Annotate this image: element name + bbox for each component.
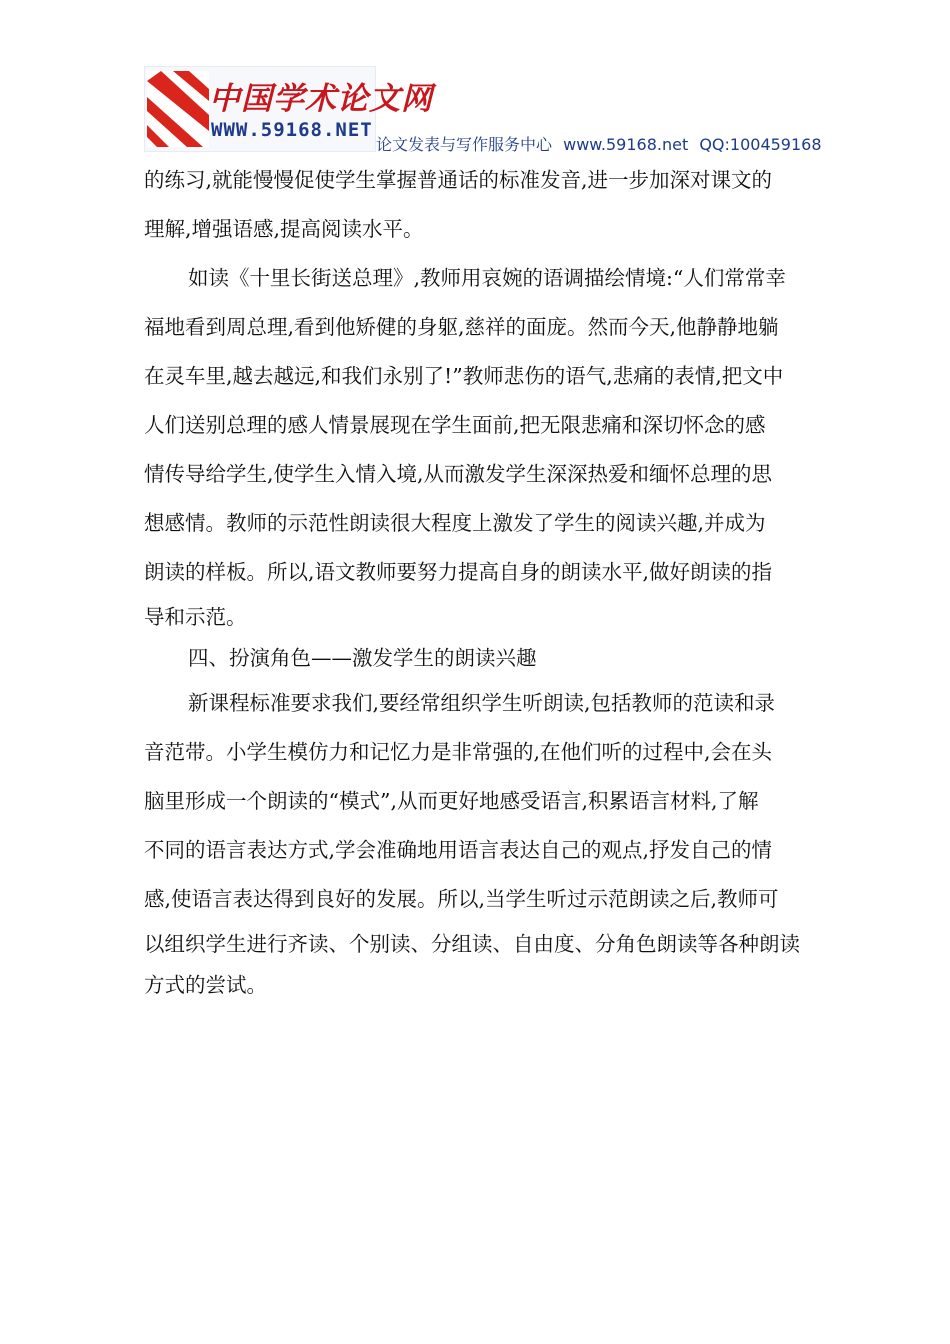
- tagline-site-link[interactable]: www.59168.net: [563, 135, 689, 154]
- text-line: 导和示范。: [144, 605, 247, 629]
- article-body: [144, 156, 834, 1006]
- text-line: 理解,增强语感,提高阅读水平。: [144, 217, 424, 241]
- logo-chinese-text: 中国学术论文网: [209, 81, 433, 117]
- section-heading: 四、扮演角色——激发学生的朗读兴趣: [188, 646, 537, 670]
- text-line: 脑里形成一个朗读的“模式”,从而更好地感受语言,积累语言材料,了解: [144, 789, 759, 813]
- tagline-service: 论文发表与写作服务中心: [376, 135, 553, 154]
- text-line: 情传导给学生,使学生入情入境,从而激发学生深深热爱和缅怀总理的思: [144, 462, 773, 486]
- tagline-qq: QQ:100459168: [699, 135, 822, 154]
- text-line: 福地看到周总理,看到他矫健的身躯,慈祥的面庞。然而今天,他静静地躺: [144, 315, 779, 339]
- logo-stripes-icon: [147, 71, 209, 147]
- text-line: 朗读的样板。所以,语文教师要努力提高自身的朗读水平,做好朗读的指: [144, 560, 773, 584]
- header-tagline: [376, 132, 828, 155]
- page-header: [144, 66, 844, 156]
- text-line: 以组织学生进行齐读、个别读、分组读、自由度、分角色朗读等各种朗读: [144, 932, 800, 956]
- text-line: 的练习,就能慢慢促使学生掌握普通话的标准发音,进一步加深对课文的: [144, 168, 773, 192]
- text-line: 感,使语言表达得到良好的发展。所以,当学生听过示范朗读之后,教师可: [144, 887, 779, 911]
- logo-url-text: WWW.59168.NET: [211, 119, 373, 141]
- text-line: 想感情。教师的示范性朗读很大程度上激发了学生的阅读兴趣,并成为: [144, 511, 766, 535]
- text-line: 方式的尝试。: [144, 973, 267, 997]
- text-line: 人们送别总理的感人情景展现在学生面前,把无限悲痛和深切怀念的感: [144, 413, 766, 437]
- paragraph-start-line: 新课程标准要求我们,要经常组织学生听朗读,包括教师的范读和录: [188, 691, 776, 715]
- text-line: 音范带。小学生模仿力和记忆力是非常强的,在他们听的过程中,会在头: [144, 740, 773, 764]
- text-line: 在灵车里,越去越远,和我们永别了!”教师悲伤的语气,悲痛的表情,把文中: [144, 364, 784, 388]
- site-logo[interactable]: [144, 66, 433, 152]
- paragraph-start-line: 如读《十里长街送总理》,教师用哀婉的语调描绘情境:“人们常常幸: [188, 266, 786, 290]
- text-line: 不同的语言表达方式,学会准确地用语言表达自己的观点,抒发自己的情: [144, 838, 773, 862]
